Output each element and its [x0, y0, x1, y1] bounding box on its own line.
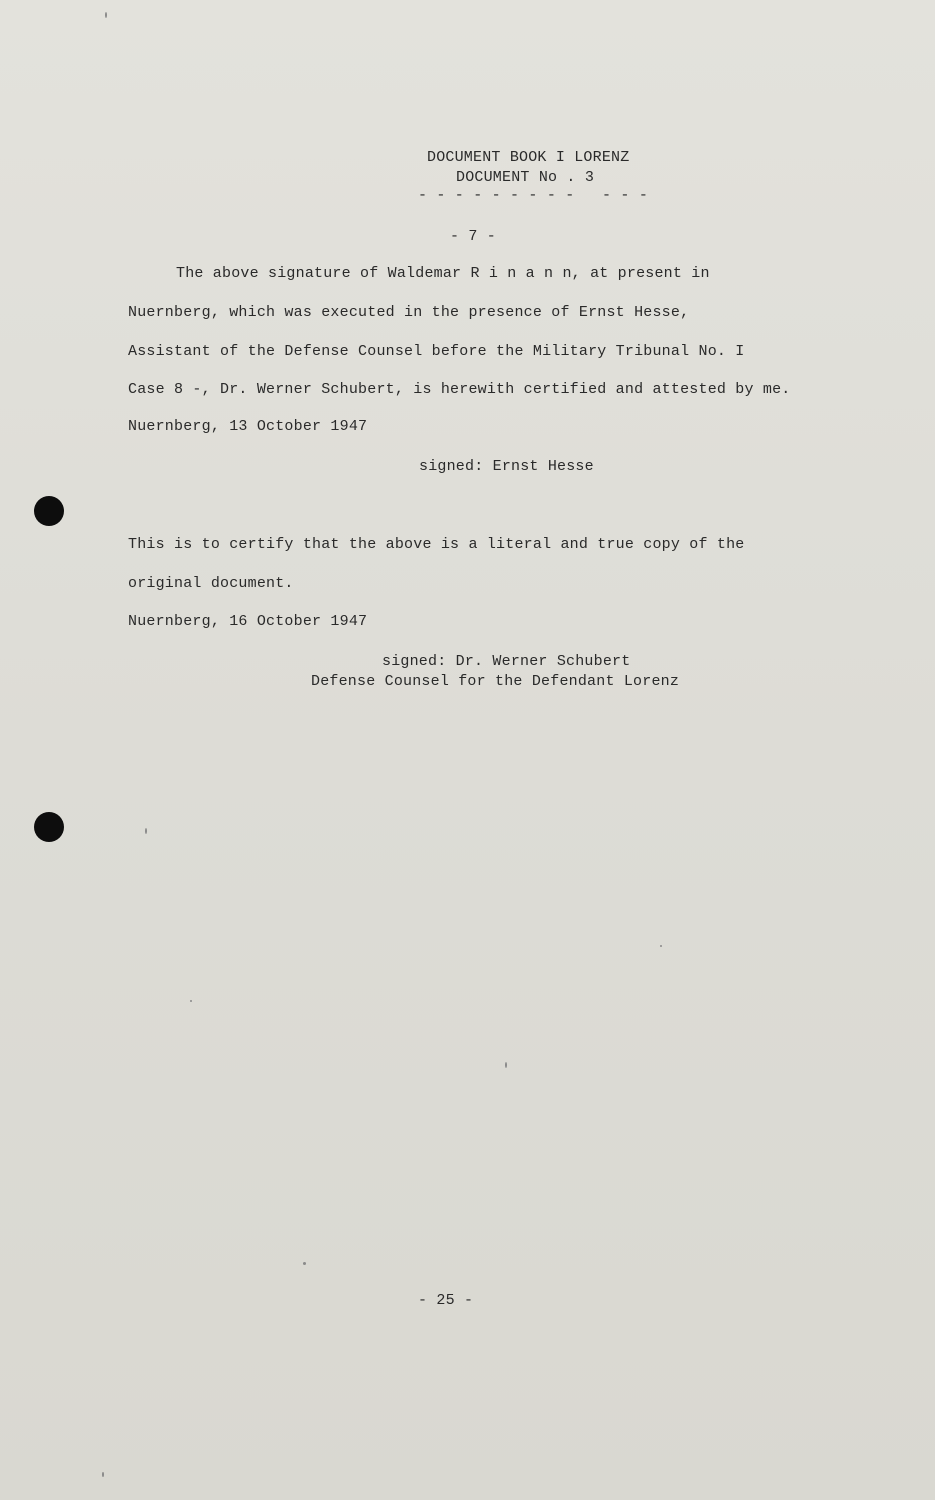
- page-number: - 25 -: [418, 1292, 474, 1309]
- paper-speck: [303, 1262, 306, 1265]
- certification-line-1: The above signature of Waldemar R i n a n n, at present in: [176, 265, 710, 282]
- copy-certification-date: Nuernberg, 16 October 1947: [128, 613, 368, 630]
- paper-speck: [660, 945, 662, 947]
- copy-certification-role: Defense Counsel for the Defendant Lorenz: [311, 673, 680, 690]
- paper-speck: [105, 12, 107, 18]
- certification-date: Nuernberg, 13 October 1947: [128, 418, 368, 435]
- header-rule: - - - - - - - - - - - -: [418, 187, 649, 204]
- paper-speck: [505, 1062, 507, 1068]
- certification-line-4: Case 8 -, Dr. Werner Schubert, is herewith certified and attested by me.: [128, 381, 791, 398]
- paper-speck: [190, 1000, 192, 1002]
- punch-hole-bottom: [34, 812, 64, 842]
- certification-line-3: Assistant of the Defense Counsel before the Military Tribunal No. I: [128, 343, 745, 360]
- copy-certification-line-1: This is to certify that the above is a literal and true copy of the: [128, 536, 745, 553]
- document-book-title: DOCUMENT BOOK I LORENZ: [427, 149, 630, 166]
- document-number: DOCUMENT No . 3: [456, 169, 595, 186]
- paper-speck: [102, 1472, 104, 1477]
- section-page-marker: - 7 -: [450, 228, 497, 245]
- paper-speck: [145, 828, 147, 834]
- certification-line-2: Nuernberg, which was executed in the presence of Ernst Hesse,: [128, 304, 690, 321]
- punch-hole-top: [34, 496, 64, 526]
- copy-certification-signature: signed: Dr. Werner Schubert: [382, 653, 631, 670]
- certification-signature: signed: Ernst Hesse: [419, 458, 594, 475]
- copy-certification-line-2: original document.: [128, 575, 294, 592]
